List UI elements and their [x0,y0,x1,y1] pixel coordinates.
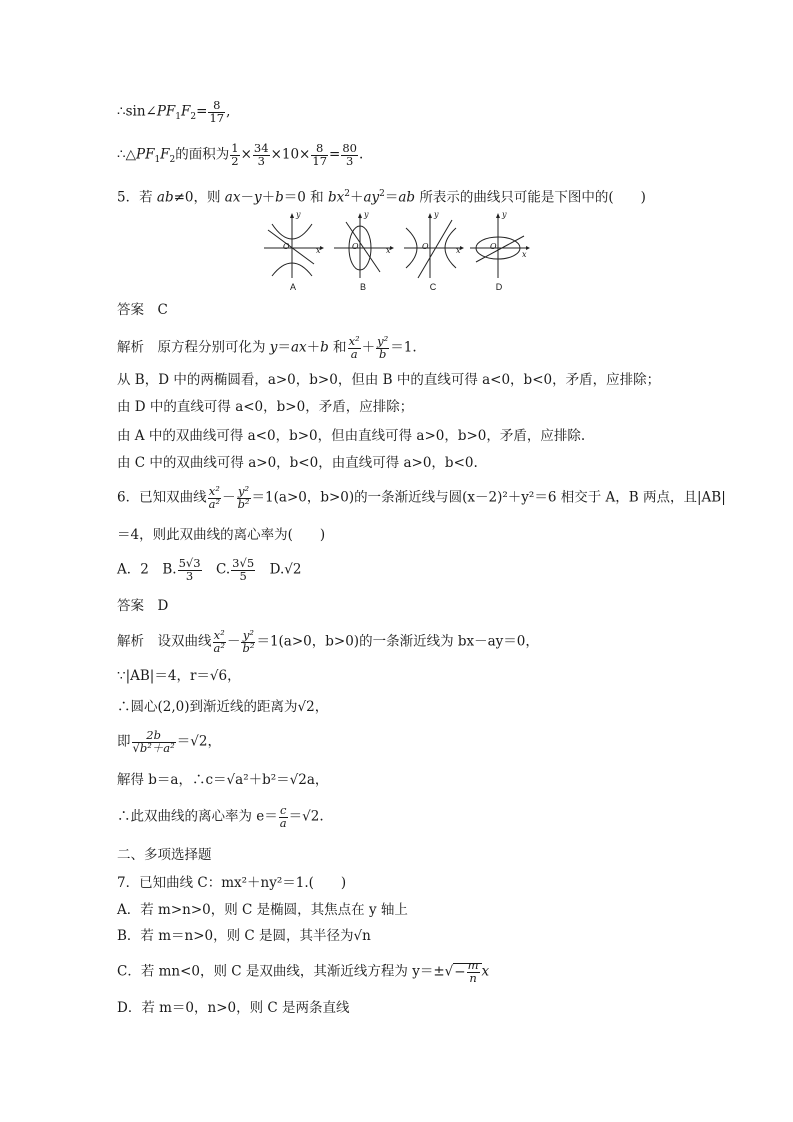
solution-5-line1 [117,336,417,360]
q6-opt-b-num: 5√3 [178,556,201,570]
sol5-frac1 [348,336,361,360]
sol6-frac1 [213,630,226,654]
figure-a-caption: A [289,282,296,292]
area-f1-num: 1 [231,141,239,155]
sol6-l6-frac [279,805,288,829]
q5-text-b: ≠0，则 [173,189,225,206]
figure-a-y-label: y [296,210,301,219]
q6-f1-den: a² [208,496,221,511]
area-frac1 [230,143,239,167]
solution-6-line5: 解得 b＝a，∴c＝√a²＋b²＝√2a， [117,772,329,788]
q7-c-a: C．若 mn<0，则 C 是双曲线，其渐近线方程为 y＝± [117,963,445,980]
area-f4-den: 3 [345,153,354,168]
area-line [117,143,363,170]
sol5-frac2 [376,336,389,360]
sol5-plus: ＋ [306,339,321,356]
sol6-l1-b: ＝1(a>0，b>0)的一条渐近线为 bx－ay＝0， [256,633,539,650]
q6-f2-den: b² [237,496,250,511]
question-7-option-c [117,960,489,984]
figure-d-caption: D [495,282,503,292]
figure-b-x-label: x [386,246,391,255]
figure-b-caption: B [359,282,366,292]
q6-opt-b-den: 3 [185,568,194,583]
q7-c-num: m [467,958,479,972]
area-eq: = [329,146,341,163]
question-6-line2: ＝4，则此双曲线的离心率为( ) [117,527,326,543]
solution-5-line2: 从 B，D 中的两椭圆看，a>0，b>0，但由 B 中的直线可得 a<0，b<0，矛盾，应排除； [117,372,661,388]
area-frac2 [253,143,270,167]
question-7: 7．已知曲线 C：mx²＋ny²＝1.( ) [117,875,347,891]
q5-ax: ax [224,189,241,206]
area-sub1: 1 [154,155,161,166]
q6-text-b: ＝1(a>0，b>0)的一条渐近线与圆(x－2)²＋y²＝6 相交于 A，B 两点，且|AB| [251,489,726,506]
area-times1: × [240,146,252,163]
sol5-eq: ＝ [277,339,291,356]
figure-a-o-label: O [283,242,290,251]
sol5-ax: ax [290,339,307,356]
q5-ab: ab [156,189,174,206]
q6-frac2 [237,486,251,510]
sol5-f2-den: b [379,346,387,361]
sol6-minus: － [226,633,241,650]
q5-text-e: ＝0 和 [283,189,328,206]
sol5-end: ＝1. [390,339,417,356]
q6-f1-num: x² [208,484,220,498]
area-f1-den: 2 [231,153,239,168]
sol6-frac2 [241,630,255,654]
sol6-f1-num: x² [213,628,225,642]
figure-c-o-label: O [422,242,429,251]
figure-b-y-label: y [364,210,369,219]
q6-frac1 [208,486,221,510]
solution-5-line4: 由 A 中的双曲线可得 a<0，b>0，但由直线可得 a>0，b>0，矛盾，应排除. [117,428,586,444]
q7-c-b: x [481,963,490,980]
area-frac3 [311,143,328,167]
figure-c-caption: C [429,282,437,292]
area-f3-den: 17 [312,153,328,168]
q5-text-f: ＋ [349,189,364,206]
figure-d-y-label: y [502,210,507,219]
answer-6: 答案 D [117,598,169,614]
section-heading-multiple-choice: 二、多项选择题 [117,847,212,863]
sin-end: , [226,103,231,120]
question-7-option-b: B．若 m＝n>0，则 C 是圆，其半径为√n [117,928,371,944]
area-f3-num: 8 [311,143,328,156]
area-prefix: ∴△ [117,146,136,163]
figure-d-graph [468,210,530,282]
q5-bx: bx [327,189,345,206]
sol6-l4-frac [132,730,176,754]
area-F: F [160,146,170,163]
q5-ab2: ab [398,189,416,206]
area-PF: PF [135,146,155,163]
figure-c-graph [402,210,464,282]
solution-6-line4 [117,730,221,754]
sol5-f2-num: y² [377,334,389,348]
solution-6-line2: ∵|AB|＝4，r＝√6， [117,668,241,684]
q5-ay: ay [363,189,380,206]
sol5-plus2: ＋ [361,339,376,356]
q6-opt-a: A．2 B. [117,561,177,578]
area-times2: ×10× [270,146,311,163]
q7-c-den: n [469,970,477,985]
area-sub2: 2 [169,155,176,166]
q5-sq2: 2 [379,189,385,199]
q7-c-sqrt: √− $\frac{m}{n}$ [445,960,482,984]
area-f4-num: 80 [342,141,357,155]
figure-c-x-label: x [456,246,461,255]
area-end: . [358,146,364,163]
q5-text-h: 所表示的曲线只可能是下图中的( ) [415,189,646,206]
figure-b-graph [332,210,394,282]
figure-c-y-label: y [434,210,439,219]
question-7-option-a: A．若 m>n>0，则 C 是椭圆，其焦点在 y 轴上 [117,902,408,918]
sol6-l6-den: a [279,815,287,830]
question-6-line1 [117,486,726,510]
sol6-l6-num: c [279,803,287,817]
q6-opt-d: D.√2 [256,561,302,578]
q5-sq1: 2 [344,189,350,199]
area-f2-den: 3 [257,153,265,168]
figure-b [332,210,394,295]
sin-den: 17 [209,110,225,125]
question-5 [117,184,646,208]
figure-a [262,210,324,295]
q7-c-pre: − [454,963,466,980]
q5-text-g: ＝ [384,189,399,206]
answer-5: 答案 C [117,302,168,318]
figure-c [402,210,464,295]
sol6-l6-b: ＝√2. [288,808,324,825]
area-f2-num: 34 [253,141,269,155]
q5-text-c: － [240,189,254,206]
sin-angle: PF [156,103,176,120]
sol6-l6-a: ∴此双曲线的离心率为 e＝ [117,808,278,825]
q6-text-a: 6．已知双曲线 [117,489,207,506]
question-7-option-d: D．若 m＝0，n>0，则 C 是两条直线 [117,1000,350,1016]
sol5-f1-num: x² [348,334,360,348]
q6-opt-c-frac [231,558,255,582]
q6-opt-c-den: 5 [239,568,247,583]
q5-text-d: ＋ [261,189,276,206]
sol6-l4-b: ＝√2， [176,733,221,750]
sol6-f2-num: y² [242,628,255,642]
q5-y: y [253,189,262,206]
q5-text-a: 5．若 [117,189,157,206]
figure-a-x-label: x [316,246,321,255]
solution-5-line5: 由 C 中的双曲线可得 a>0，b<0，由直线可得 a>0，b<0. [117,455,478,471]
sol5-b: b [320,339,329,356]
figure-b-o-label: O [352,242,359,251]
q6-opt-c: C. [202,561,231,578]
sol5-label: 解析 原方程分别可化为 [117,339,270,356]
sol6-f2-den: b² [242,640,255,655]
q6-opt-c-num: 3√5 [232,556,255,570]
sin-prefix: ∴sin∠ [117,103,157,120]
question-6-options [117,558,301,582]
sin-eq: = [196,103,208,120]
sol6-l1-a: 解析 设双曲线 [117,633,212,650]
q6-minus: － [222,489,236,506]
q6-opt-b-frac [178,558,202,582]
area-text: 的面积为 [175,146,230,163]
solution-6-line1 [117,630,539,654]
sol6-l4-num: 2b [132,730,176,743]
q7-c-frac [467,960,480,984]
figure-d-o-label: O [490,242,497,251]
solution-6-line3: ∴圆心(2,0)到渐近线的距离为√2， [117,699,329,715]
sol6-l4-den: √b²＋a² [132,740,175,755]
area-frac4 [341,143,358,167]
q5-figures [260,210,530,295]
q6-f2-num: y² [238,484,250,498]
sol6-f1-den: a² [213,640,225,655]
solution-6-line6 [117,805,324,829]
figure-d-x-label: x [522,250,527,259]
sol6-l4-a: 即 [117,733,131,750]
sin-num: 8 [208,100,225,113]
sin-F: F [181,103,191,120]
sin-sub1: 1 [175,112,182,123]
sol5-y: y [269,339,278,356]
sol5-f1-den: a [350,346,358,361]
sin-line [117,100,230,127]
figure-d [468,210,530,295]
sin-sub2: 2 [190,112,197,123]
q5-b: b [275,189,284,206]
figure-a-graph [262,210,324,282]
solution-5-line3: 由 D 中的直线可得 a<0，b>0，矛盾，应排除； [117,399,414,415]
sin-fraction [208,100,225,124]
sol5-and: 和 [328,339,347,356]
